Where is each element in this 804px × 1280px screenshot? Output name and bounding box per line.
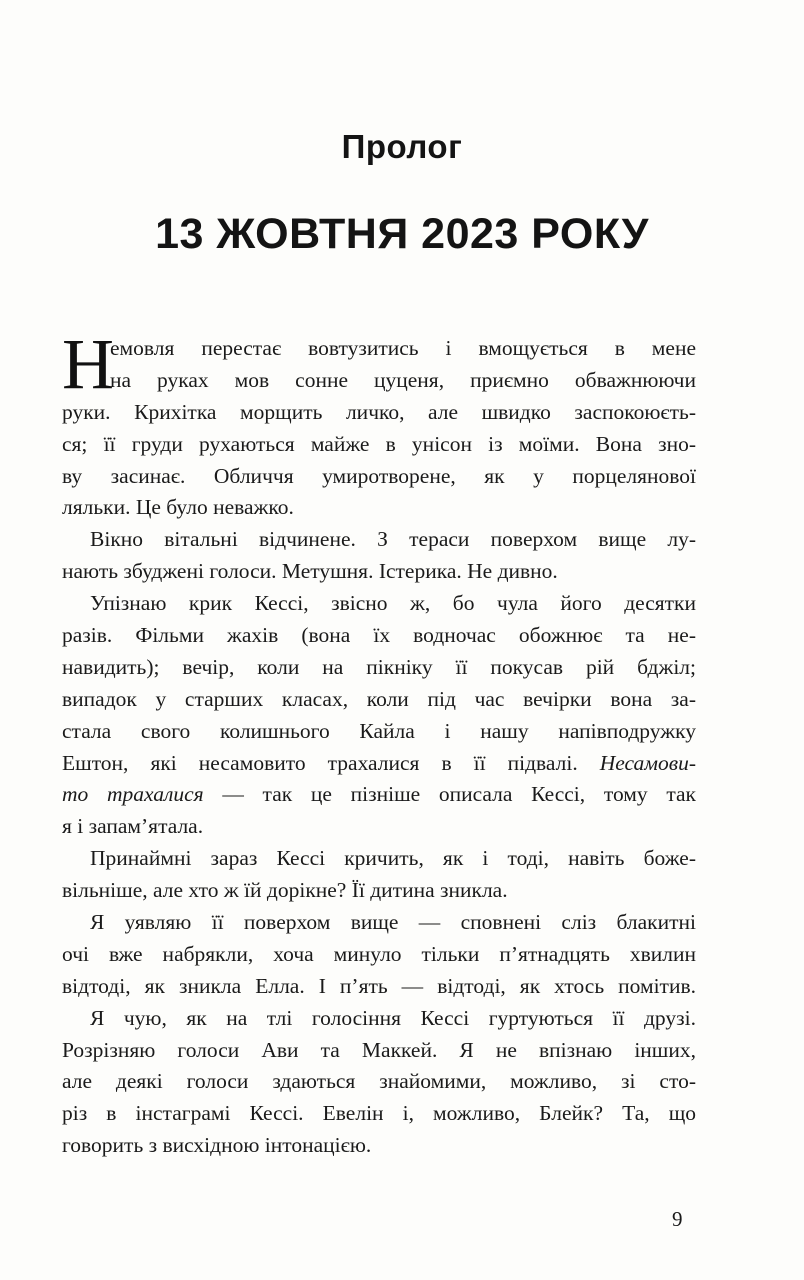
- text-line: Я уявляю її поверхом вище — сповнені сліз блакитні: [90, 910, 696, 935]
- text-line: ляльки. Це було неважко.: [62, 495, 294, 520]
- chapter-date: 13 ЖОВТНЯ 2023 РОКУ: [155, 210, 649, 258]
- text-line: на руках мов сонне цуценя, приємно обважнюючи: [110, 367, 696, 392]
- text-line: я і запам’ятала.: [62, 814, 204, 839]
- text-line: Упізнаю крик Кессі, звісно ж, бо чула його десятки: [90, 591, 696, 616]
- text-line: ву засинає. Обличчя умиротворене, як у порцелянової: [62, 463, 696, 488]
- text-line: Принаймні зараз Кессі кричить, як і тоді, навіть боже-: [90, 846, 696, 871]
- text-line-part: Ештон, які несамовито трахалися в її підвалі.: [62, 750, 578, 775]
- text-line-with-italic: [62, 748, 696, 780]
- chapter-label: Пролог: [341, 128, 463, 165]
- text-line: Вікно вітальні відчинене. З тераси поверхом вище лу-: [90, 527, 696, 552]
- text-line: Я чую, як на тлі голосіння Кессі гуртуються її друзі.: [90, 1005, 696, 1030]
- text-line: говорить з висхідною інтонацією.: [62, 1133, 372, 1158]
- text-line: вільніше, але хто ж їй дорікне? Її дитина зникла.: [62, 878, 508, 903]
- text-line: руки. Крихітка морщить личко, але швидко заспокоюєть-: [62, 399, 696, 424]
- text-line-with-italic: [62, 779, 696, 811]
- text-line: очі вже набрякли, хоча минуло тільки п’ятнадцять хвилин: [62, 941, 696, 966]
- text-line: ся; її груди рухаються майже в унісон із моїми. Вона зно-: [62, 431, 696, 456]
- text-line: але деякі голоси здаються знайомими, можливо, зі сто-: [62, 1069, 696, 1094]
- text-line: різ в інстаграмі Кессі. Евелін і, можливо, Блейк? Та, що: [62, 1101, 696, 1126]
- italic-phrase: то трахалися: [62, 782, 204, 807]
- text-line: емовля перестає вовтузитись і вмощується в мене: [110, 336, 696, 360]
- text-line: стала свого колишнього Кайла і нашу напівподружку: [62, 718, 696, 743]
- italic-phrase: Несамови-: [599, 750, 696, 775]
- text-line: відтоді, як зникла Елла. І п’ять — відтоді, як хтось помітив.: [62, 973, 696, 998]
- text-line: навидить); вечір, коли на пікніку її покусав рій бджіл;: [62, 654, 696, 679]
- text-line-part: — так це пізніше описала Кессі, тому так: [203, 782, 696, 807]
- text-line: разів. Фільми жахів (вона їх водночас обожнює та не-: [62, 623, 696, 648]
- text-line: випадок у старших класах, коли під час вечірки вона за-: [62, 686, 696, 711]
- text-line: нають збуджені голоси. Метушня. Істерика. Не дивно.: [62, 559, 558, 584]
- drop-cap: Н: [62, 324, 114, 404]
- text-line: Розрізняю голоси Ави та Маккей. Я не впізнаю інших,: [62, 1037, 696, 1062]
- page-number: 9: [672, 1207, 683, 1231]
- body-text: [62, 324, 696, 1162]
